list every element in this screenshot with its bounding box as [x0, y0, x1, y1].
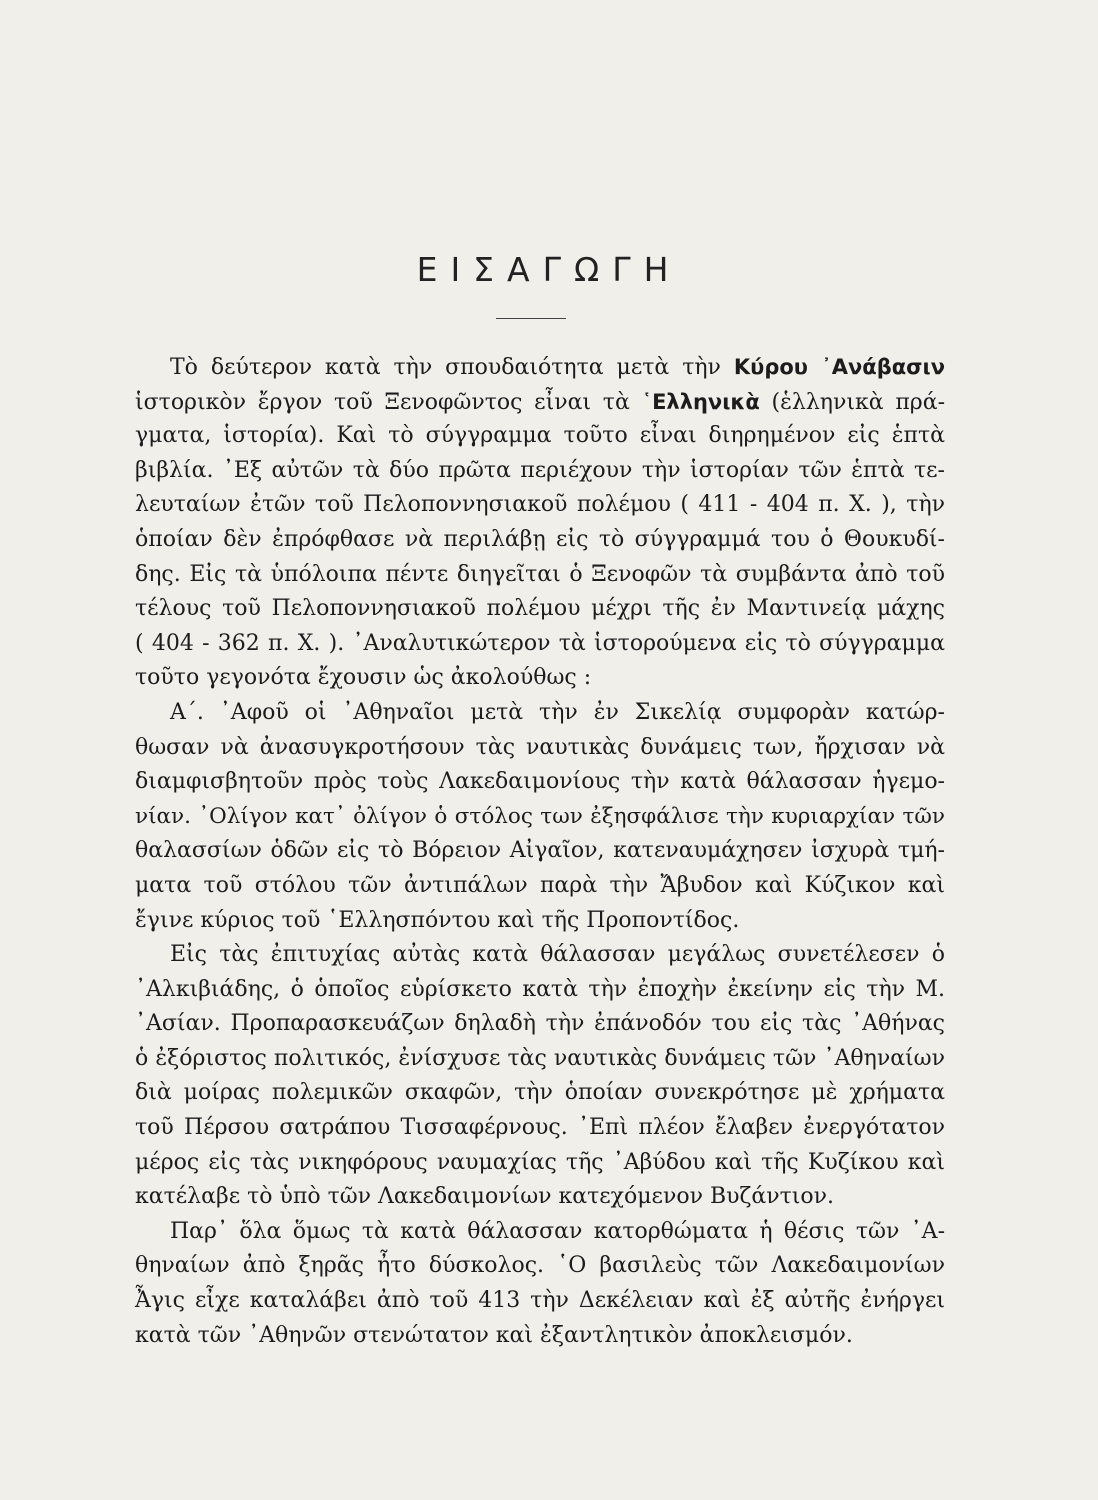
- text-line: θαλασσίων ὁδῶν εἰς τὸ Βόρειον Αἰγαῖον, κατεναυμάχησεν ἰσχυρὰ τμή-: [135, 838, 945, 864]
- text-line: τοῦ Πέρσου σατράπου Τισσαφέρνους. ᾿Επὶ πλέον ἔλαβεν ἐνεργότατον: [135, 1115, 945, 1141]
- text-line: ᾿Ασίαν. Προπαρασκευάζων δηλαδὴ τὴν ἐπάνοδόν του εἰς τὰς ᾿Αθήνας: [135, 1011, 945, 1037]
- text-line: [135, 350, 945, 385]
- text-line: ὁποίαν δὲν ἐπρόφθασε νὰ περιλάβῃ εἰς τὸ σύγγραμμά του ὁ Θουκυδί-: [135, 526, 945, 552]
- heading-rule: [496, 318, 566, 319]
- body-text: [135, 350, 945, 1353]
- text-line: τοῦτο γεγονότα ἔχουσιν ὡς ἀκολούθως :: [135, 665, 592, 691]
- text-segment: ἱστορικὸν ἔργον τοῦ Ξενοφῶντος εἶναι τὰ: [135, 389, 642, 415]
- text-line: ὁ ἐξόριστος πολιτικός, ἐνίσχυσε τὰς ναυτικὰς δυνάμεις τῶν ᾿Αθηναίων: [135, 1045, 945, 1071]
- text-line: βιβλία. ᾿Εξ αὐτῶν τὰ δύο πρῶτα περιέχουν τὴν ἱστορίαν τῶν ἑπτὰ τε-: [135, 457, 945, 483]
- text-line: κατέλαβε τὸ ὑπὸ τῶν Λακεδαιμονίων κατεχόμενον Βυζάντιον.: [135, 1184, 835, 1210]
- text-line: λευταίων ἐτῶν τοῦ Πελοποννησιακοῦ πολέμου ( 411 - 404 π. Χ. ), τὴν: [135, 492, 945, 518]
- text-line: νίαν. ᾿Ολίγον κατ᾿ ὀλίγον ὁ στόλος των ἐξησφάλισε τὴν κυριαρχίαν τῶν: [135, 803, 945, 829]
- text-line: γματα, ἱστορία). Καὶ τὸ σύγγραμμα τοῦτο εἶναι διηρημένον εἰς ἑπτὰ: [135, 423, 945, 449]
- text-line: διὰ μοίρας πολεμικῶν σκαφῶν, τὴν ὁποίαν συνεκρότησε μὲ χρήματα: [135, 1080, 945, 1106]
- chapter-heading: ΕΙΣΑΓΩΓΗ: [416, 250, 682, 289]
- work-title-anabasis: Κύρου ᾿Ανάβασιν: [733, 355, 945, 379]
- text-line: μέρος εἰς τὰς νικηφόρους ναυμαχίας τῆς ᾿Αβύδου καὶ τῆς Κυζίκου καὶ: [135, 1149, 945, 1175]
- text-line: Ἆγις εἶχε καταλάβει ἀπὸ τοῦ 413 τὴν Δεκέλειαν καὶ ἐξ αὐτῆς ἐνήργει: [135, 1288, 945, 1314]
- work-title-hellenika: ῾Ελληνικὰ: [641, 389, 760, 414]
- text-segment: (ἑλληνικὰ πρά-: [759, 389, 945, 415]
- text-line: ᾿Αλκιβιάδης, ὁ ὁποῖος εὑρίσκετο κατὰ τὴν ἐποχὴν ἐκείνην εἰς τὴν Μ.: [135, 976, 945, 1002]
- text-line: θωσαν νὰ ἀνασυγκροτήσουν τὰς ναυτικὰς δυνάμεις των, ἤρχισαν νὰ: [135, 734, 945, 760]
- text-line: δης. Εἰς τὰ ὑπόλοιπα πέντε διηγεῖται ὁ Ξενοφῶν τὰ συμβάντα ἀπὸ τοῦ: [135, 561, 945, 587]
- text-line: Παρ᾿ ὅλα ὅμως τὰ κατὰ θάλασσαν κατορθώματα ἡ θέσις τῶν ᾿Α-: [170, 1218, 945, 1244]
- text-line: θηναίων ἀπὸ ξηρᾶς ἦτο δύσκολος. ῾Ο βασιλεὺς τῶν Λακεδαιμονίων: [135, 1253, 945, 1279]
- text-line: ἔγινε κύριος τοῦ ῾Ελλησπόντου καὶ τῆς Προποντίδος.: [135, 907, 740, 933]
- text-line: ματα τοῦ στόλου τῶν ἀντιπάλων παρὰ τὴν Ἄβυδον καὶ Κύζικον καὶ: [135, 872, 945, 898]
- text-line: κατὰ τῶν ᾿Αθηνῶν στενώτατον καὶ ἐξαντλητικὸν ἀποκλεισμόν.: [135, 1322, 853, 1348]
- text-line: ( 404 - 362 π. Χ. ). ᾿Αναλυτικώτερον τὰ ἱστορούμενα εἰς τὸ σύγγραμμα: [135, 630, 945, 656]
- text-line: Εἰς τὰς ἐπιτυχίας αὐτὰς κατὰ θάλασσαν μεγάλως συνετέλεσεν ὁ: [170, 942, 945, 968]
- text-line: διαμφισβητοῦν πρὸς τοὺς Λακεδαιμονίους τὴν κατὰ θάλασσαν ἡγεμο-: [135, 769, 945, 795]
- text-segment: Τὸ δεύτερον κατὰ τὴν σπουδαιότητα μετὰ τὴν: [170, 355, 734, 380]
- text-line: τέλους τοῦ Πελοποννησιακοῦ πολέμου μέχρι τῆς ἐν Μαντινείᾳ μάχης: [135, 596, 945, 622]
- text-line: Α΄. ᾿Αφοῦ οἱ ᾿Αθηναῖοι μετὰ τὴν ἐν Σικελίᾳ συμφορὰν κατώρ-: [170, 699, 945, 725]
- text-line: [135, 385, 945, 420]
